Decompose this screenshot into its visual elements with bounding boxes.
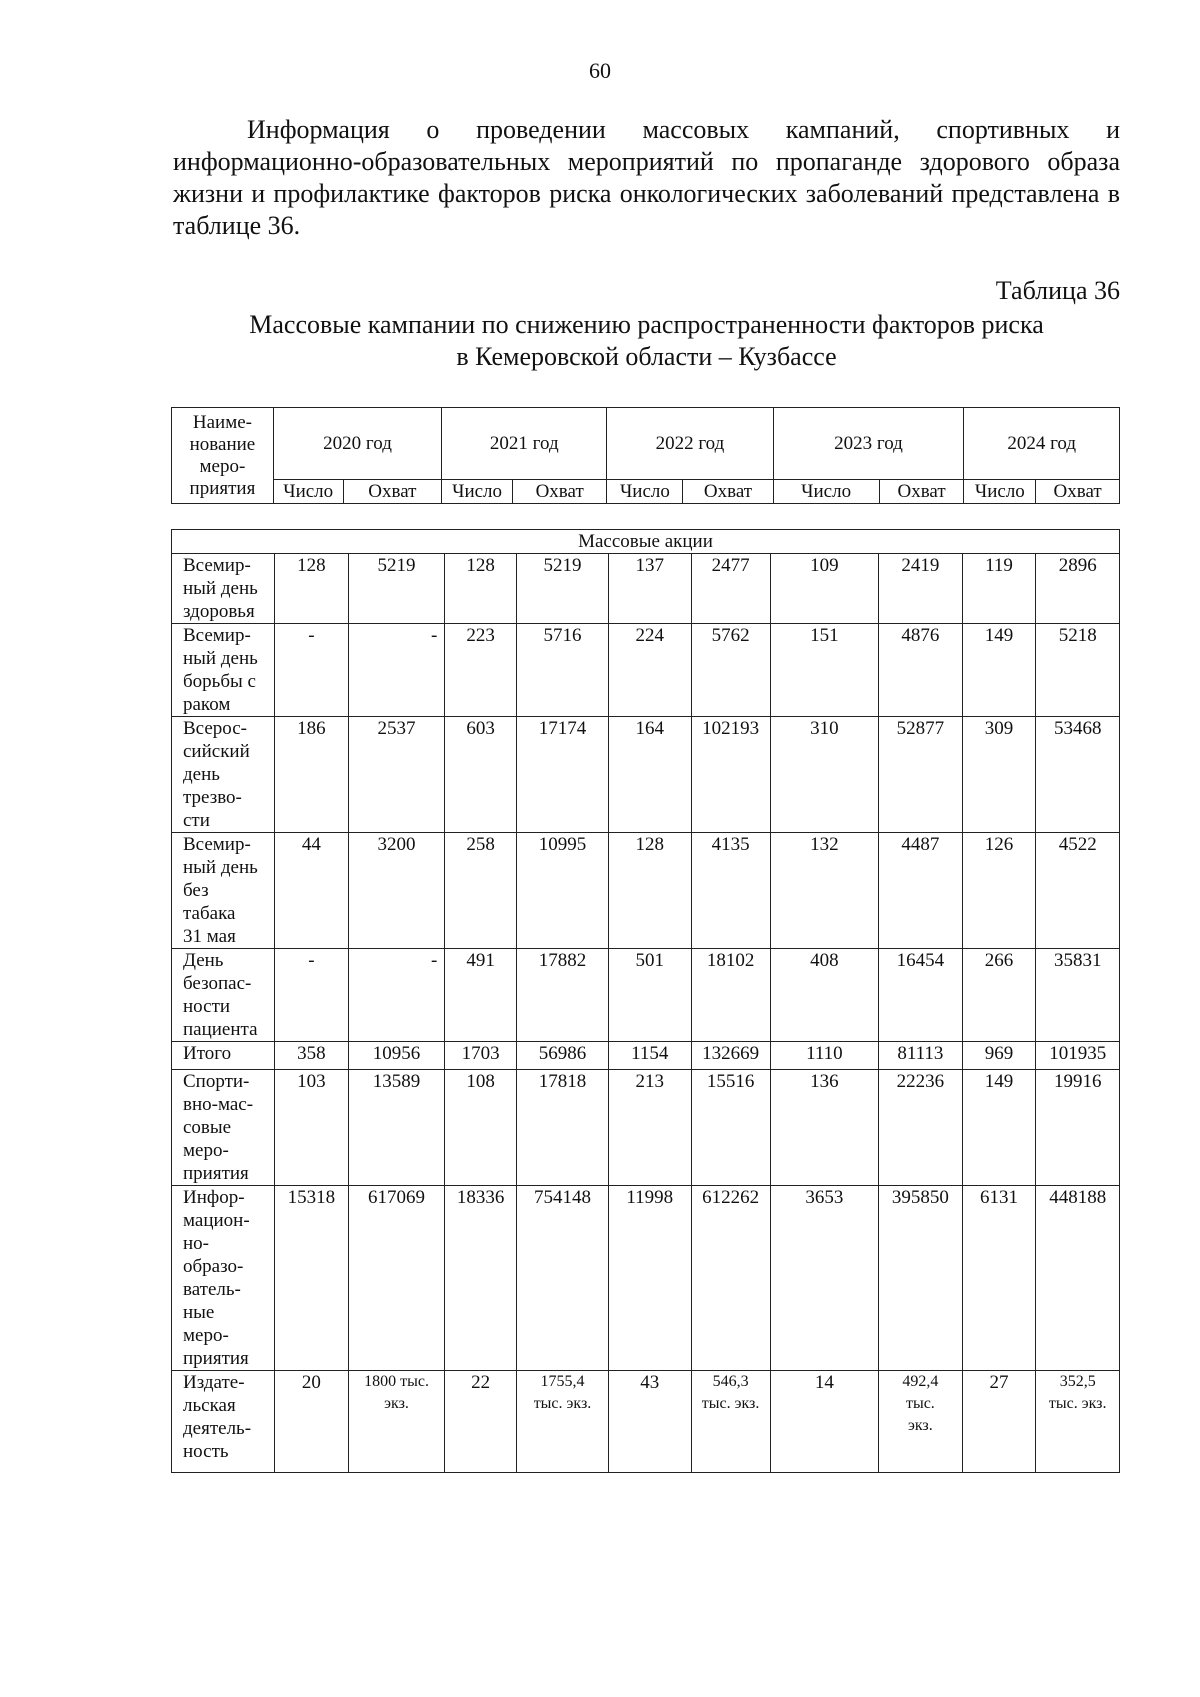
cell-count: 149 (962, 624, 1036, 717)
cell-count: 128 (609, 833, 691, 949)
table-title-line: в Кемеровской области – Кузбассе (456, 342, 837, 371)
row-name (172, 717, 275, 833)
header-count: Число (964, 480, 1036, 504)
cell-count: 15318 (275, 1186, 349, 1371)
cell-coverage: 4522 (1036, 833, 1120, 949)
row-name-line: Спорти- (183, 1071, 250, 1092)
table-row (172, 624, 1120, 717)
header-name-column (172, 408, 274, 504)
row-name (172, 1070, 275, 1186)
cell-coverage: 102193 (691, 717, 770, 833)
cell-count: - (275, 949, 349, 1042)
cell-coverage: 2419 (879, 554, 963, 624)
cell-coverage: 22236 (879, 1070, 963, 1186)
cell-count: 969 (962, 1042, 1036, 1070)
cell-coverage: 4876 (879, 624, 963, 717)
row-name-line: меро- (183, 1325, 229, 1346)
cell-count: 27 (962, 1371, 1036, 1473)
cell-coverage: 52877 (879, 717, 963, 833)
cell-count: 3653 (770, 1186, 878, 1371)
header-count: Число (442, 480, 513, 504)
cell-count: 1110 (770, 1042, 878, 1070)
cell-count: 14 (770, 1371, 878, 1473)
cell-count: 22 (445, 1371, 517, 1473)
cell-coverage (879, 1371, 963, 1473)
cell-coverage (348, 1371, 445, 1473)
row-name-line: вно-мас- (183, 1094, 254, 1115)
row-name-line: но- (183, 1233, 209, 1254)
cell-count: 128 (445, 554, 517, 624)
cell-count: 18336 (445, 1186, 517, 1371)
row-name-line: День (183, 950, 224, 971)
cell-coverage: 17882 (516, 949, 608, 1042)
cell-count: 108 (445, 1070, 517, 1186)
cell-coverage: 617069 (348, 1186, 445, 1371)
cell-line: 546,3 (712, 1373, 749, 1390)
row-name-line: день (183, 764, 220, 785)
cell-count: 6131 (962, 1186, 1036, 1371)
cell-line: экз. (384, 1395, 409, 1412)
cell-count: 224 (609, 624, 691, 717)
header-year: 2020 год (273, 408, 441, 480)
table-row (172, 1070, 1120, 1186)
cell-line: тыс. экз. (701, 1395, 760, 1412)
page-number: 60 (589, 58, 611, 83)
cell-coverage: 754148 (516, 1186, 608, 1371)
cell-coverage: 5219 (516, 554, 608, 624)
cell-coverage: 16454 (879, 949, 963, 1042)
cell-count: 266 (962, 949, 1036, 1042)
cell-coverage: 4135 (691, 833, 770, 949)
cell-count: 132 (770, 833, 878, 949)
row-name (172, 554, 275, 624)
header-coverage: Охват (683, 480, 773, 504)
row-name (172, 1186, 275, 1371)
cell-coverage: 395850 (879, 1186, 963, 1371)
cell-count: 309 (962, 717, 1036, 833)
row-name (172, 1042, 275, 1070)
cell-coverage: 15516 (691, 1070, 770, 1186)
section-mass-actions: Массовые акции (172, 530, 1120, 554)
intro-paragraph: Информация о проведении массовых кампаний, спортивных и информационно-образовательных мероприятий по пропаганде здорового образа жизни и профилактике факторов риска онкологических заболеваний представлена в таблице 36. (173, 115, 1120, 240)
row-name-line: борьбы с (183, 671, 256, 692)
row-name-line: Издате- (183, 1372, 245, 1393)
cell-line: тыс. экз. (1048, 1395, 1107, 1412)
cell-count: 213 (609, 1070, 691, 1186)
cell-coverage: 132669 (691, 1042, 770, 1070)
cell-coverage: 81113 (879, 1042, 963, 1070)
cell-count: 151 (770, 624, 878, 717)
row-name-line: 31 мая (183, 926, 236, 947)
header-name-line: меро- (199, 455, 246, 477)
row-name-line: деятель- (183, 1418, 252, 1439)
cell-count: 491 (445, 949, 517, 1042)
cell-coverage: 10956 (348, 1042, 445, 1070)
cell-coverage: 2477 (691, 554, 770, 624)
row-name-line: ность (183, 1441, 229, 1462)
header-coverage: Охват (1036, 480, 1120, 504)
table-row (172, 554, 1120, 624)
row-name (172, 949, 275, 1042)
row-name-line: сийский (183, 741, 250, 762)
cell-count: 109 (770, 554, 878, 624)
cell-coverage (1036, 1371, 1120, 1473)
header-year: 2023 год (773, 408, 964, 480)
cell-coverage: 53468 (1036, 717, 1120, 833)
cell-count: 149 (962, 1070, 1036, 1186)
row-name-line: Всемир- (183, 834, 251, 855)
row-name-line: безопас- (183, 973, 252, 994)
cell-coverage: 10995 (516, 833, 608, 949)
header-year: 2024 год (964, 408, 1120, 480)
row-name-line: пациента (183, 1019, 258, 1040)
row-name (172, 624, 275, 717)
cell-count: 128 (275, 554, 349, 624)
cell-coverage (691, 1371, 770, 1473)
cell-coverage: 17174 (516, 717, 608, 833)
cell-count: 164 (609, 717, 691, 833)
cell-coverage: 5219 (348, 554, 445, 624)
row-name-line: Итого (183, 1043, 232, 1064)
header-coverage: Охват (512, 480, 606, 504)
cell-count: 43 (609, 1371, 691, 1473)
cell-coverage: 5716 (516, 624, 608, 717)
cell-count: 103 (275, 1070, 349, 1186)
cell-line: экз. (908, 1417, 933, 1434)
cell-line: 352,5 (1059, 1373, 1096, 1390)
row-name-line: ный день (183, 578, 258, 599)
header-count: Число (607, 480, 683, 504)
cell-coverage: 18102 (691, 949, 770, 1042)
cell-count: 11998 (609, 1186, 691, 1371)
row-name-line: приятия (183, 1348, 249, 1369)
row-name-line: образо- (183, 1256, 244, 1277)
cell-coverage: 2896 (1036, 554, 1120, 624)
cell-count: 44 (275, 833, 349, 949)
header-count: Число (273, 480, 343, 504)
header-coverage: Охват (343, 480, 442, 504)
cell-count: 119 (962, 554, 1036, 624)
cell-coverage: 101935 (1036, 1042, 1120, 1070)
cell-coverage: 3200 (348, 833, 445, 949)
table-row (172, 1042, 1120, 1070)
row-name-line: трезво- (183, 787, 242, 808)
cell-count: 408 (770, 949, 878, 1042)
cell-line: 1800 тыс. (364, 1373, 429, 1390)
cell-count: 501 (609, 949, 691, 1042)
cell-count: 126 (962, 833, 1036, 949)
cell-coverage: 17818 (516, 1070, 608, 1186)
row-name-line: меро- (183, 1140, 229, 1161)
row-name (172, 833, 275, 949)
row-name-line: ности (183, 996, 231, 1017)
header-name-line: Наиме- (192, 411, 252, 433)
row-name-line: Инфор- (183, 1187, 245, 1208)
table-row (172, 1371, 1120, 1473)
row-name-line: Всерос- (183, 718, 248, 739)
table-header (171, 407, 1120, 504)
row-name-line: приятия (183, 1163, 249, 1184)
header-year: 2022 год (607, 408, 773, 480)
cell-line: 1755,4 (540, 1373, 585, 1390)
cell-count: 1703 (445, 1042, 517, 1070)
row-name-line: Всемир- (183, 625, 251, 646)
table-caption: Таблица 36 (995, 276, 1120, 305)
cell-coverage (516, 1371, 608, 1473)
cell-line: тыс. экз. (533, 1395, 592, 1412)
row-name-line: совые (183, 1117, 232, 1138)
table-row (172, 949, 1120, 1042)
cell-coverage: - (348, 949, 445, 1042)
cell-coverage: 5762 (691, 624, 770, 717)
cell-count: - (275, 624, 349, 717)
data-table (171, 529, 1120, 1473)
table-row (172, 717, 1120, 833)
header-name-line: приятия (189, 477, 256, 499)
cell-line: тыс. (905, 1395, 935, 1412)
cell-count: 1154 (609, 1042, 691, 1070)
table-row (172, 1186, 1120, 1371)
row-name-line: ный день (183, 857, 258, 878)
cell-coverage: 56986 (516, 1042, 608, 1070)
row-name-line: ные (183, 1302, 215, 1323)
cell-count: 137 (609, 554, 691, 624)
cell-coverage: 448188 (1036, 1186, 1120, 1371)
table-row (172, 833, 1120, 949)
row-name-line: ватель- (183, 1279, 241, 1300)
header-year: 2021 год (442, 408, 607, 480)
cell-coverage: 19916 (1036, 1070, 1120, 1186)
row-name-line: табака (183, 903, 236, 924)
cell-coverage: 13589 (348, 1070, 445, 1186)
cell-coverage: 2537 (348, 717, 445, 833)
cell-coverage: 35831 (1036, 949, 1120, 1042)
cell-coverage: - (348, 624, 445, 717)
cell-count: 603 (445, 717, 517, 833)
row-name-line: здоровья (183, 601, 255, 622)
row-name-line: Всемир- (183, 555, 251, 576)
table-title (173, 309, 1120, 373)
header-name-line: нование (189, 433, 256, 455)
cell-coverage: 4487 (879, 833, 963, 949)
row-name-line: раком (183, 694, 231, 715)
row-name (172, 1371, 275, 1473)
header-coverage: Охват (879, 480, 964, 504)
cell-count: 358 (275, 1042, 349, 1070)
row-name-line: сти (183, 810, 210, 831)
cell-coverage: 612262 (691, 1186, 770, 1371)
cell-count: 310 (770, 717, 878, 833)
cell-line: 492,4 (902, 1373, 939, 1390)
row-name-line: без (183, 880, 209, 901)
cell-count: 223 (445, 624, 517, 717)
row-name-line: ный день (183, 648, 258, 669)
cell-count: 136 (770, 1070, 878, 1186)
row-name-line: льская (183, 1395, 236, 1416)
row-name-line: мацион- (183, 1210, 250, 1231)
cell-count: 186 (275, 717, 349, 833)
table-title-line: Массовые кампании по снижению распространенности факторов риска (249, 310, 1044, 339)
cell-count: 20 (275, 1371, 349, 1473)
cell-coverage: 5218 (1036, 624, 1120, 717)
header-count: Число (773, 480, 879, 504)
cell-count: 258 (445, 833, 517, 949)
